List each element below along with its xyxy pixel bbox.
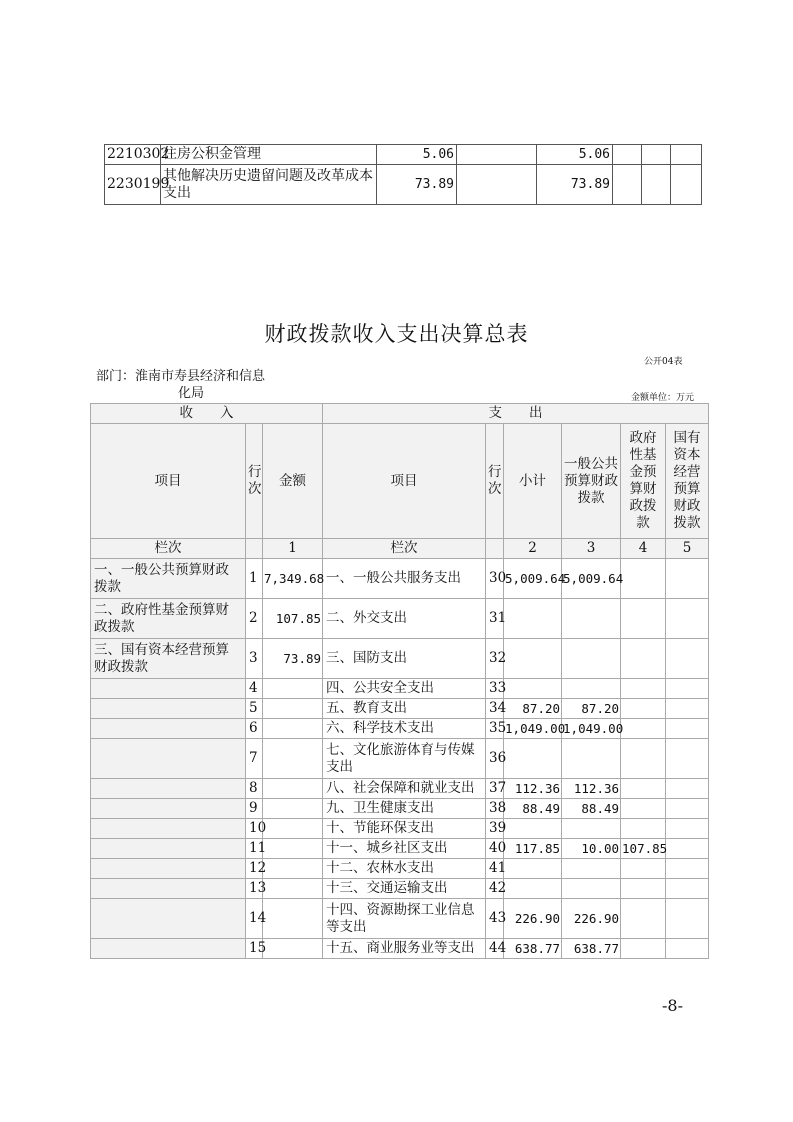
expense-state-capital bbox=[666, 679, 709, 699]
expense-subtotal: 5,009.64 bbox=[504, 559, 562, 599]
table-row bbox=[91, 779, 709, 799]
amount-unit: 金额单位：万元 bbox=[631, 393, 695, 403]
expense-item: 十五、商业服务业等支出 bbox=[323, 939, 486, 959]
expense-state-capital bbox=[666, 879, 709, 899]
financial-summary-table bbox=[90, 403, 709, 959]
expense-state-capital bbox=[666, 799, 709, 819]
table-row bbox=[91, 559, 709, 599]
table-row bbox=[91, 939, 709, 959]
expense-gov-fund bbox=[621, 599, 666, 639]
income-row-no: 12 bbox=[246, 859, 263, 879]
income-amount bbox=[263, 939, 323, 959]
expense-general-budget: 5,009.64 bbox=[562, 559, 621, 599]
expense-state-capital bbox=[666, 599, 709, 639]
expense-item: 四、公共安全支出 bbox=[323, 679, 486, 699]
expense-general-budget bbox=[562, 679, 621, 699]
income-item bbox=[91, 799, 246, 819]
income-row-no: 4 bbox=[246, 679, 263, 699]
expense-gov-fund bbox=[621, 719, 666, 739]
table-row bbox=[91, 899, 709, 939]
row-code: 2230199 bbox=[105, 165, 161, 205]
row-total: 5.06 bbox=[377, 145, 457, 165]
page-title: 财政拨款收入支出决算总表 bbox=[264, 322, 529, 346]
expense-gov-fund bbox=[621, 679, 666, 699]
income-amount bbox=[263, 719, 323, 739]
expense-item: 七、文化旅游体育与传媒支出 bbox=[323, 739, 486, 779]
income-amount: 73.89 bbox=[263, 639, 323, 679]
col-amount: 金额 bbox=[263, 424, 323, 539]
table-row bbox=[91, 719, 709, 739]
expense-general-budget: 638.77 bbox=[562, 939, 621, 959]
income-row-no: 11 bbox=[246, 839, 263, 859]
expense-subtotal: 1,049.00 bbox=[504, 719, 562, 739]
expense-gov-fund bbox=[621, 879, 666, 899]
expense-gov-fund bbox=[621, 779, 666, 799]
expense-general-budget bbox=[562, 639, 621, 679]
income-row-no: 10 bbox=[246, 819, 263, 839]
income-row-no: 9 bbox=[246, 799, 263, 819]
income-item bbox=[91, 779, 246, 799]
expense-general-budget bbox=[562, 879, 621, 899]
expense-item: 十、节能环保支出 bbox=[323, 819, 486, 839]
expense-subtotal bbox=[504, 739, 562, 779]
expense-state-capital bbox=[666, 739, 709, 779]
expense-gov-fund bbox=[621, 739, 666, 779]
col-state-capital: 国有资本经营预算财政拨款 bbox=[666, 424, 709, 539]
expense-item: 一、一般公共服务支出 bbox=[323, 559, 486, 599]
header-row-top bbox=[91, 404, 709, 424]
expense-state-capital bbox=[666, 859, 709, 879]
expense-gov-fund bbox=[621, 639, 666, 679]
income-row-no: 2 bbox=[246, 599, 263, 639]
row-basic: 73.89 bbox=[537, 165, 613, 205]
expense-row-no: 31 bbox=[486, 599, 504, 639]
expense-item: 三、国防支出 bbox=[323, 639, 486, 679]
income-item bbox=[91, 859, 246, 879]
expense-row-no: 35 bbox=[486, 719, 504, 739]
table-row bbox=[91, 799, 709, 819]
row-code: 2210302 bbox=[105, 145, 161, 165]
expense-row-no: 34 bbox=[486, 699, 504, 719]
income-amount: 7,349.68 bbox=[263, 559, 323, 599]
income-item: 一、一般公共预算财政拨款 bbox=[91, 559, 246, 599]
expense-subtotal bbox=[504, 599, 562, 639]
income-row-no: 3 bbox=[246, 639, 263, 679]
col-item: 项目 bbox=[91, 424, 246, 539]
income-row-no: 5 bbox=[246, 699, 263, 719]
expense-subtotal: 112.36 bbox=[504, 779, 562, 799]
income-item bbox=[91, 739, 246, 779]
table-row bbox=[91, 599, 709, 639]
expense-state-capital bbox=[666, 939, 709, 959]
income-amount bbox=[263, 699, 323, 719]
expense-row-no: 36 bbox=[486, 739, 504, 779]
expense-row-no: 33 bbox=[486, 679, 504, 699]
table-row bbox=[91, 739, 709, 779]
table-row bbox=[91, 639, 709, 679]
income-amount: 107.85 bbox=[263, 599, 323, 639]
income-amount bbox=[263, 819, 323, 839]
table-row bbox=[91, 839, 709, 859]
expense-row-no: 37 bbox=[486, 779, 504, 799]
expense-state-capital bbox=[666, 779, 709, 799]
expense-general-budget bbox=[562, 859, 621, 879]
income-row-no: 8 bbox=[246, 779, 263, 799]
form-number: 公开04表 bbox=[644, 357, 683, 367]
expense-subtotal: 88.49 bbox=[504, 799, 562, 819]
expense-general-budget: 226.90 bbox=[562, 899, 621, 939]
col-row-no-2: 行次 bbox=[486, 424, 504, 539]
expense-general-budget: 87.20 bbox=[562, 699, 621, 719]
expense-row-no: 38 bbox=[486, 799, 504, 819]
table-row bbox=[91, 859, 709, 879]
income-item bbox=[91, 679, 246, 699]
expense-item: 五、教育支出 bbox=[323, 699, 486, 719]
income-amount bbox=[263, 879, 323, 899]
expense-row-no: 42 bbox=[486, 879, 504, 899]
expense-state-capital bbox=[666, 899, 709, 939]
income-amount bbox=[263, 859, 323, 879]
expense-subtotal bbox=[504, 859, 562, 879]
col-row-no: 行次 bbox=[246, 424, 263, 539]
department-line-2: 化局 bbox=[178, 386, 205, 401]
expense-subtotal: 638.77 bbox=[504, 939, 562, 959]
expense-gov-fund: 107.85 bbox=[621, 839, 666, 859]
income-row-no: 7 bbox=[246, 739, 263, 779]
income-item bbox=[91, 939, 246, 959]
col-item-2: 项目 bbox=[323, 424, 486, 539]
expense-header: 支 出 bbox=[323, 404, 709, 424]
expense-gov-fund bbox=[621, 939, 666, 959]
expense-item: 十四、资源勘探工业信息等支出 bbox=[323, 899, 486, 939]
income-row-no: 6 bbox=[246, 719, 263, 739]
expense-row-no: 41 bbox=[486, 859, 504, 879]
income-amount bbox=[263, 839, 323, 859]
row-total: 73.89 bbox=[377, 165, 457, 205]
expense-general-budget bbox=[562, 819, 621, 839]
expense-row-no: 44 bbox=[486, 939, 504, 959]
income-item: 二、政府性基金预算财政拨款 bbox=[91, 599, 246, 639]
expense-subtotal bbox=[504, 879, 562, 899]
income-row-no: 13 bbox=[246, 879, 263, 899]
expense-subtotal: 87.20 bbox=[504, 699, 562, 719]
expense-row-no: 32 bbox=[486, 639, 504, 679]
table-row bbox=[91, 819, 709, 839]
income-item bbox=[91, 699, 246, 719]
expense-state-capital bbox=[666, 699, 709, 719]
expense-subtotal: 226.90 bbox=[504, 899, 562, 939]
expense-gov-fund bbox=[621, 799, 666, 819]
col-gov-fund: 政府性基金预算财政拨款 bbox=[621, 424, 666, 539]
income-amount bbox=[263, 739, 323, 779]
income-item bbox=[91, 899, 246, 939]
income-item bbox=[91, 719, 246, 739]
expense-general-budget bbox=[562, 599, 621, 639]
expense-general-budget: 112.36 bbox=[562, 779, 621, 799]
expense-general-budget: 1,049.00 bbox=[562, 719, 621, 739]
department-line-1: 部门：淮南市寿县经济和信息 bbox=[96, 369, 266, 384]
expense-item: 十三、交通运输支出 bbox=[323, 879, 486, 899]
income-row-no: 15 bbox=[246, 939, 263, 959]
col-general-budget: 一般公共预算财政拨款 bbox=[562, 424, 621, 539]
expense-general-budget: 88.49 bbox=[562, 799, 621, 819]
column-index-row: 栏次 1 栏次 2 3 4 5 bbox=[91, 539, 709, 559]
expense-row-no: 40 bbox=[486, 839, 504, 859]
income-item bbox=[91, 839, 246, 859]
income-item bbox=[91, 879, 246, 899]
expense-row-no: 39 bbox=[486, 819, 504, 839]
col-subtotal: 小计 bbox=[504, 424, 562, 539]
page-number: -8- bbox=[662, 996, 683, 1015]
expense-state-capital bbox=[666, 719, 709, 739]
expense-gov-fund bbox=[621, 859, 666, 879]
expense-state-capital bbox=[666, 559, 709, 599]
income-row-no: 14 bbox=[246, 899, 263, 939]
row-name: 住房公积金管理 bbox=[161, 145, 377, 165]
row-name: 其他解决历史遗留问题及改革成本支出 bbox=[161, 165, 377, 205]
header-row-columns bbox=[91, 424, 709, 539]
income-row-no: 1 bbox=[246, 559, 263, 599]
table-row bbox=[91, 879, 709, 899]
expense-gov-fund bbox=[621, 559, 666, 599]
expense-item: 八、社会保障和就业支出 bbox=[323, 779, 486, 799]
expense-state-capital bbox=[666, 819, 709, 839]
expense-subtotal bbox=[504, 819, 562, 839]
expense-subtotal bbox=[504, 679, 562, 699]
income-item: 三、国有资本经营预算财政拨款 bbox=[91, 639, 246, 679]
department-label bbox=[96, 368, 265, 402]
expense-item: 六、科学技术支出 bbox=[323, 719, 486, 739]
income-amount bbox=[263, 799, 323, 819]
expense-row-no: 30 bbox=[486, 559, 504, 599]
income-amount bbox=[263, 779, 323, 799]
expense-item: 十一、城乡社区支出 bbox=[323, 839, 486, 859]
expense-gov-fund bbox=[621, 699, 666, 719]
expense-item: 九、卫生健康支出 bbox=[323, 799, 486, 819]
table-row bbox=[91, 699, 709, 719]
expense-general-budget: 10.00 bbox=[562, 839, 621, 859]
expense-state-capital bbox=[666, 639, 709, 679]
row-basic: 5.06 bbox=[537, 145, 613, 165]
income-amount bbox=[263, 899, 323, 939]
expense-gov-fund bbox=[621, 819, 666, 839]
table-row bbox=[105, 145, 702, 165]
expense-item: 二、外交支出 bbox=[323, 599, 486, 639]
table-row bbox=[105, 165, 702, 205]
expense-subtotal: 117.85 bbox=[504, 839, 562, 859]
expense-subtotal bbox=[504, 639, 562, 679]
income-amount bbox=[263, 679, 323, 699]
table-row bbox=[91, 679, 709, 699]
expense-gov-fund bbox=[621, 899, 666, 939]
expense-state-capital bbox=[666, 839, 709, 859]
income-header: 收 入 bbox=[91, 404, 323, 424]
income-item bbox=[91, 819, 246, 839]
expense-row-no: 43 bbox=[486, 899, 504, 939]
expense-general-budget bbox=[562, 739, 621, 779]
expense-item: 十二、农林水支出 bbox=[323, 859, 486, 879]
continuation-table bbox=[104, 144, 702, 205]
